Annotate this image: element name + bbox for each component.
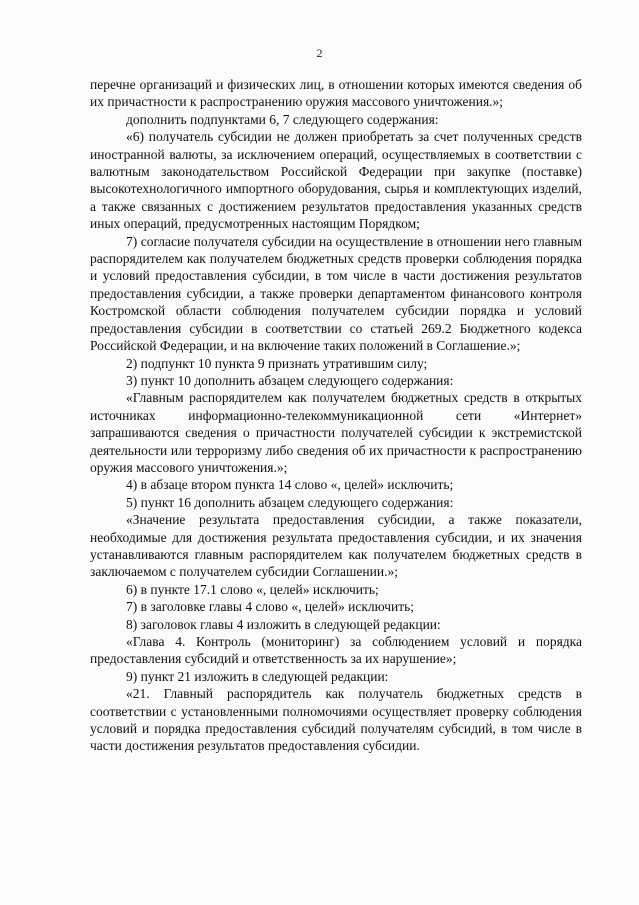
paragraph: «Глава 4. Контроль (мониторинг) за соблюдением условий и порядка предоставления субсидий и ответственность за их нарушение»; (90, 634, 582, 667)
paragraph: 2) подпункт 10 пункта 9 признать утратившим силу; (126, 355, 428, 371)
document-body (90, 76, 582, 755)
paragraph: «Значение результата предоставления субсидии, а также показатели, необходимые для достижения результата предоставления субсидии, и их значения устанавливаются главным распорядителем как получателем бюджетных средств в заключаемом с получателем субсидии Соглашении.»; (90, 512, 582, 580)
paragraph: 7) в заголовке главы 4 слово «, целей» исключить; (126, 599, 415, 615)
paragraph: «21. Главный распорядитель как получатель бюджетных средств в соответствии с установленными полномочиями осуществляет проверку соблюдения условий и порядка предоставления субсидий получателям субсидий, в том числе в части достижения результатов предоставления субсидии. (90, 686, 582, 754)
paragraph: «Главным распорядителем как получателем бюджетных средств в открытых источниках информационно-телекоммуникационной сети «Интернет» запрашиваются сведения о причастности получателей субсидии к экстремистской деятельности или терроризму либо сведения об их причастности к распространению оружия массового уничтожения.»; (90, 390, 582, 475)
paragraph: дополнить подпунктами 6, 7 следующего содержания: (126, 111, 439, 127)
paragraph: 3) пункт 10 дополнить абзацем следующего содержания: (126, 372, 454, 388)
paragraph: перечне организаций и физических лиц, в отношении которых имеются сведения об их причастности к распространению оружия массового уничтожения.»; (90, 77, 582, 110)
paragraph: 6) в пункте 17.1 слово «, целей» исключить; (126, 581, 379, 597)
paragraph: «6) получатель субсидии не должен приобретать за счет полученных средств иностранной валюты, за исключением операций, осуществляемых в соответствии с валютным законодательством Российской Федерации при закупке (поставке) высокотехнологичного импортного оборудования, сырья и комплектующих изделий, а также связанных с достижением результатов предоставления указанных средств иных операций, предусмотренных настоящим Порядком; (90, 129, 582, 232)
page-number: 2 (316, 46, 323, 60)
paragraph: 5) пункт 16 дополнить абзацем следующего содержания: (126, 494, 454, 510)
paragraph: 7) согласие получателя субсидии на осуществление в отношении него главным распорядителем как получателем бюджетных средств проверки соблюдения порядка и условий предоставления субсидии, в том числе в части достижения результатов предоставления субсидии, а также проверки департаментом финансового контроля Костромской области соблюдения получателем субсидии порядка и условий предоставления субсидии в соответствии со статьей 269.2 Бюджетного кодекса Российской Федерации, и на включение таких положений в Соглашение.»; (90, 233, 582, 354)
paragraph: 4) в абзаце втором пункта 14 слово «, целей» исключить; (126, 477, 454, 493)
paragraph: 8) заголовок главы 4 изложить в следующей редакции: (126, 616, 441, 632)
paragraph: 9) пункт 21 изложить в следующей редакции: (126, 668, 389, 684)
